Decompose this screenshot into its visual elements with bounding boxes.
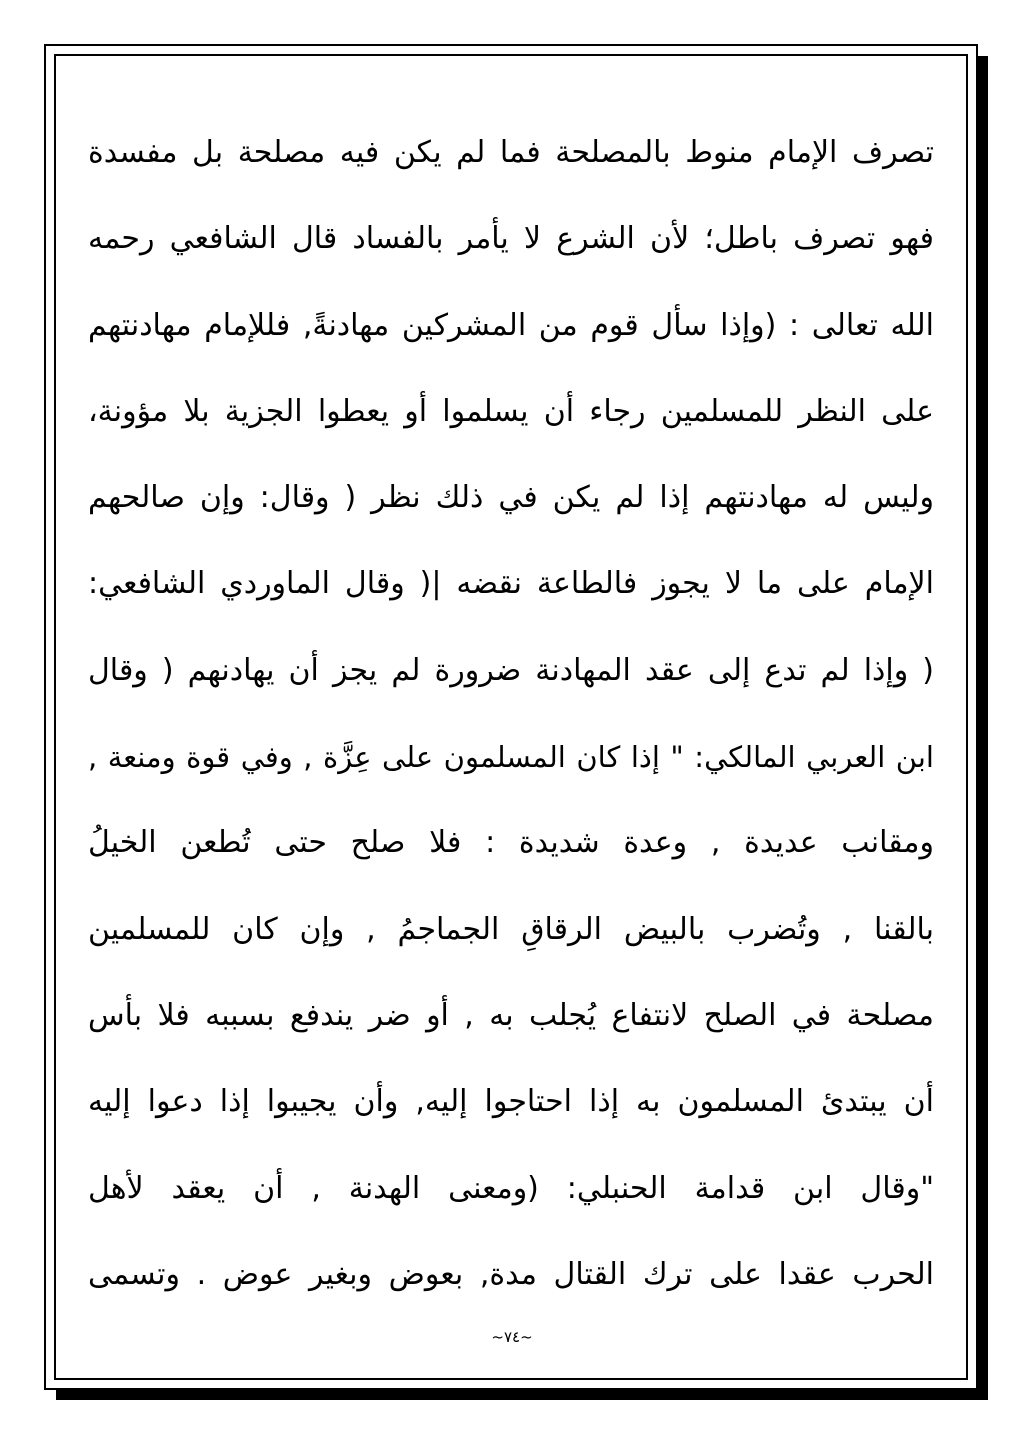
text-line: على النظر للمسلمين رجاء أن يسلموا أو يعطوا الجزية بلا مؤونة، xyxy=(88,393,934,429)
text-line: بالقنا , وتُضرب بالبيض الرقاقِ الجماجمُ , وإن كان للمسلمين xyxy=(88,911,934,947)
text-line: الحرب عقدا على ترك القتال مدة, بعوض وبغير عوض . وتسمى xyxy=(88,1256,934,1292)
text-line: فهو تصرف باطل؛ لأن الشرع لا يأمر بالفساد قال الشافعي رحمه xyxy=(88,221,934,257)
page-number: ~٧٤~ xyxy=(491,1328,533,1346)
text-line: ( وإذا لم تدع إلى عقد المهادنة ضرورة لم يجز أن يهادنهم ( وقال xyxy=(88,652,934,688)
text-line: وليس له مهادنتهم إذا لم يكن في ذلك نظر ( وقال: وإن صالحهم xyxy=(88,480,934,516)
text-line: تصرف الإمام منوط بالمصلحة فما لم يكن فيه مصلحة بل مفسدة xyxy=(88,135,934,170)
text-line: الله تعالى : (وإذا سأل قوم من المشركين مهادنةً, فللإمام مهادنتهم xyxy=(88,307,934,343)
text-line: "وقال ابن قدامة الحنبلي: (ومعنى الهدنة , أن يعقد لأهل xyxy=(88,1170,934,1206)
text-line: الإمام على ما لا يجوز فالطاعة نقضه |( وقال الماوردي الشافعي: xyxy=(88,566,934,602)
text-line: ابن العربي المالكي: " إذا كان المسلمون على عِزَّة , وفي قوة ومنعة , xyxy=(88,740,934,775)
body-text xyxy=(88,110,934,1318)
text-line: ومقانب عديدة , وعدة شديدة : فلا صلح حتى تُطعن الخيلُ xyxy=(88,825,934,861)
text-line: أن يبتدئ المسلمون به إذا احتاجوا إليه, وأن يجيبوا إذا دعوا إليه xyxy=(88,1084,934,1120)
text-line: مصلحة في الصلح لانتفاع يُجلب به , أو ضر يندفع بسببه فلا بأس xyxy=(88,997,934,1033)
